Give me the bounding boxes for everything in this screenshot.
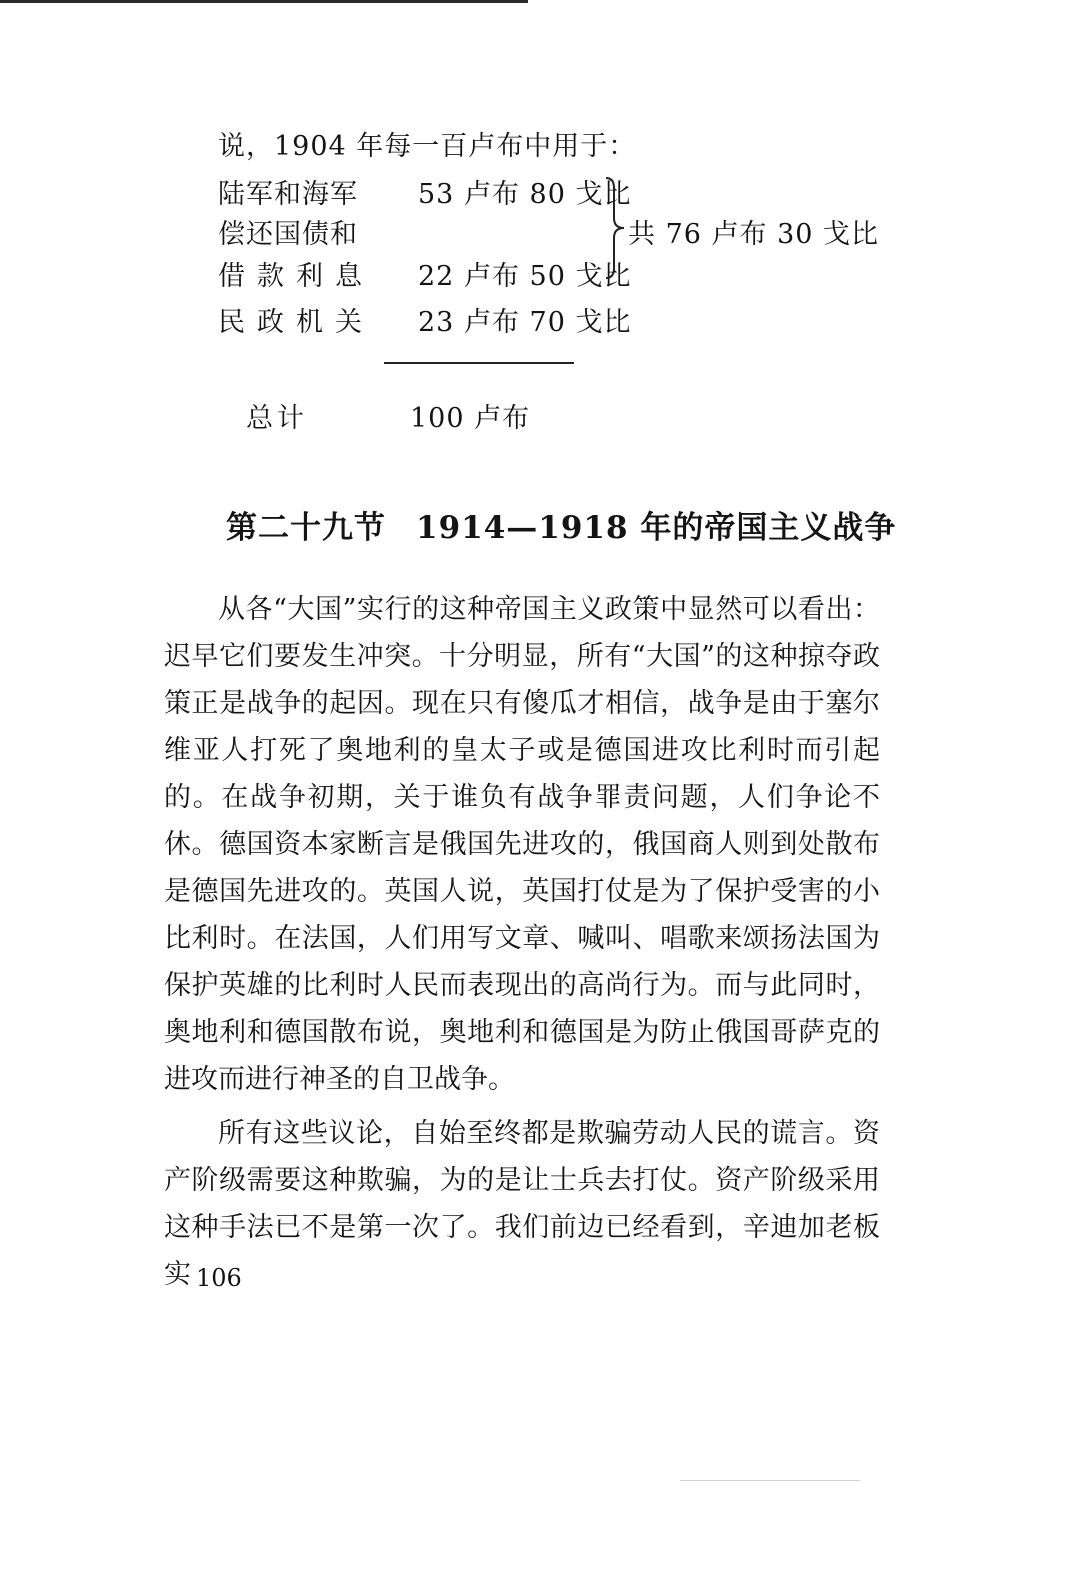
total-label: 总计 [246,403,308,434]
scan-noise [680,1480,860,1481]
section-subtitle: 1914—1918 年的帝国主义战争 [416,510,897,546]
budget-row-amount: 22 卢布 50 戈比 [418,261,632,292]
section-number: 第二十九节 [226,510,386,546]
budget-row-label: 陆军和海军 [218,179,358,210]
scan-edge-line [0,0,528,3]
budget-row-label: 民政机关 [218,307,374,338]
budget-row-label: 借款利息 [218,261,374,292]
brace-total: 共 76 卢布 30 戈比 [628,219,880,250]
body-paragraph: 所有这些议论，自始至终都是欺骗劳动人民的谎言。资产阶级需要这种欺骗，为的是让士兵去打仗。资产阶级采用这种手法已不是第一次了。我们前边已经看到，辛迪加老板实 [164,1118,880,1290]
section-heading [226,502,896,547]
body-paragraph: 从各“大国”实行的这种帝国主义政策中显然可以看出：迟早它们要发生冲突。十分明显，所有“大国”的这种掠夺政策正是战争的起因。现在只有傻瓜才相信，战争是由于塞尔维亚人打死了奥地利的皇太子或是德国进攻比利时而引起的。在战争初期，关于谁负有战争罪责问题，人们争论不休。德国资本家断言是俄国先进攻的，俄国商人则到处散布是德国先进攻的。英国人说，英国打仗是为了保护受害的小比利时。在法国，人们用写文章、喊叫、唱歌来颂扬法国为保护英雄的比利时人民而表现出的高尚行为。而与此同时，奥地利和德国散布说，奥地利和德国是为防止俄国哥萨克的进攻而进行神圣的自卫战争。 [164,594,880,1095]
total-amount: 100 卢布 [410,403,531,434]
budget-row-amount: 23 卢布 70 戈比 [418,307,632,338]
budget-row-amount: 53 卢布 80 戈比 [418,179,632,210]
budget-intro: 说，1904 年每一百卢布中用于： [218,131,637,162]
page-number: 106 [196,1264,242,1292]
sum-rule [384,362,574,364]
right-brace [604,176,628,280]
budget-row-label: 偿还国债和 [218,219,358,250]
